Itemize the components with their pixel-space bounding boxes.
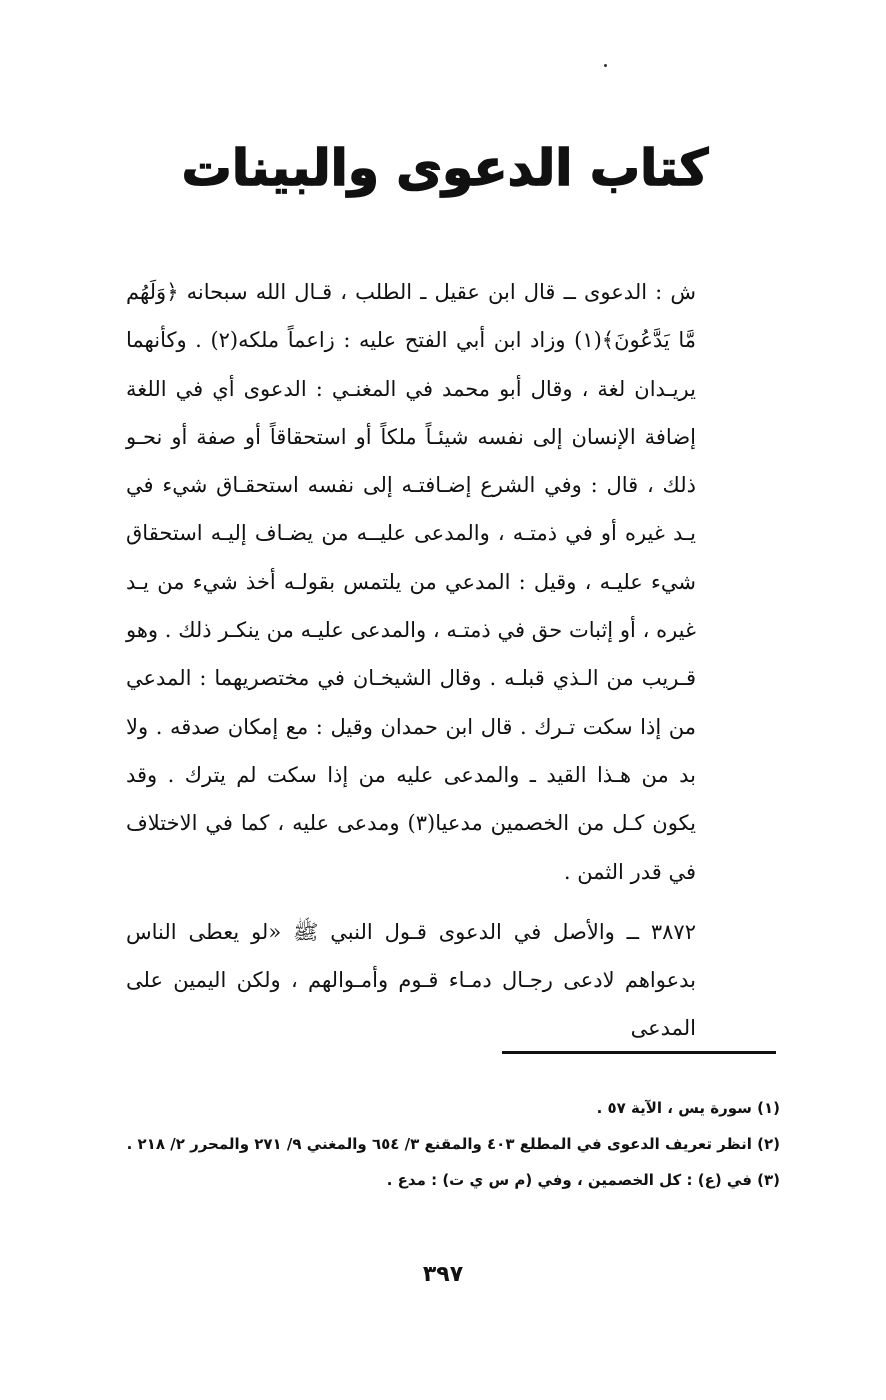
speck-mark — [604, 64, 607, 67]
main-text — [126, 268, 696, 1053]
paragraph-commentary: ش : الدعوى ــ قال ابن عقيل ـ الطلب ، قـال الله سبحانه ﴿وَلَهُم مَّا يَدَّعُونَ﴾(١) وزاد ابن أبي الفتح عليه : زاعماً ملكه(٢) . وكأنهما يريـدان لغة ، وقال أبو محمد في المغنـي : الدعوى أي في اللغة إضافة الإنسان إلى نفسه شيئـاً ملكاً أو استحقاقاً أو صفة أو نحـو ذلك ، قال : وفي الشرع إضـافتـه إلى نفسه استحقـاق شيء في يـد غيره أو في ذمتـه ، والمدعى عليــه من يضـاف إليـه استحقاق شيء عليـه ، وقيل : المدعي من يلتمس بقولـه أخذ شيء من يـد غيره ، أو إثبات حق في ذمتـه ، والمدعى عليـه من ينكـر ذلك . وهو قـريب من الـذي قبلـه . وقال الشيخـان في مختصريهما : المدعي من إذا سكت تـرك . قال ابن حمدان وقيل : مع إمكان صدقه . ولا بد من هـذا القيد ـ والمدعى عليه من إذا سكت لم يترك . وقد يكون كـل من الخصمين مدعيا(٣) ومدعى عليه ، كما في الاختلاف في قدر الثمن . — [126, 280, 696, 884]
page-number: ٣٩٧ — [422, 1262, 464, 1287]
paragraph-numbered-3872: ٣٨٧٢ ــ والأصل في الدعوى قـول النبي ﷺ «لو يعطى الناس بدعواهم لادعى رجـال دمـاء قـوم وأمـوالهم ، ولكن اليمين على المدعى — [126, 919, 696, 1041]
chapter-title: كتاب الدعوى والبينات — [181, 139, 709, 197]
footnote-separator — [502, 1051, 776, 1054]
footnote-1: (١) سورة يس ، الآية ٥٧ . — [596, 1099, 780, 1117]
footnotes — [126, 1090, 780, 1198]
footnote-3: (٣) في (ع) : كل الخصمين ، وفي (م س ي ت) : مدع . — [386, 1171, 780, 1189]
footnote-2: (٢) انظر تعريف الدعوى في المطلع ٤٠٣ والمقنع ٣/ ٦٥٤ والمغني ٩/ ٢٧١ والمحرر ٢/ ٢١٨ . — [126, 1135, 780, 1153]
